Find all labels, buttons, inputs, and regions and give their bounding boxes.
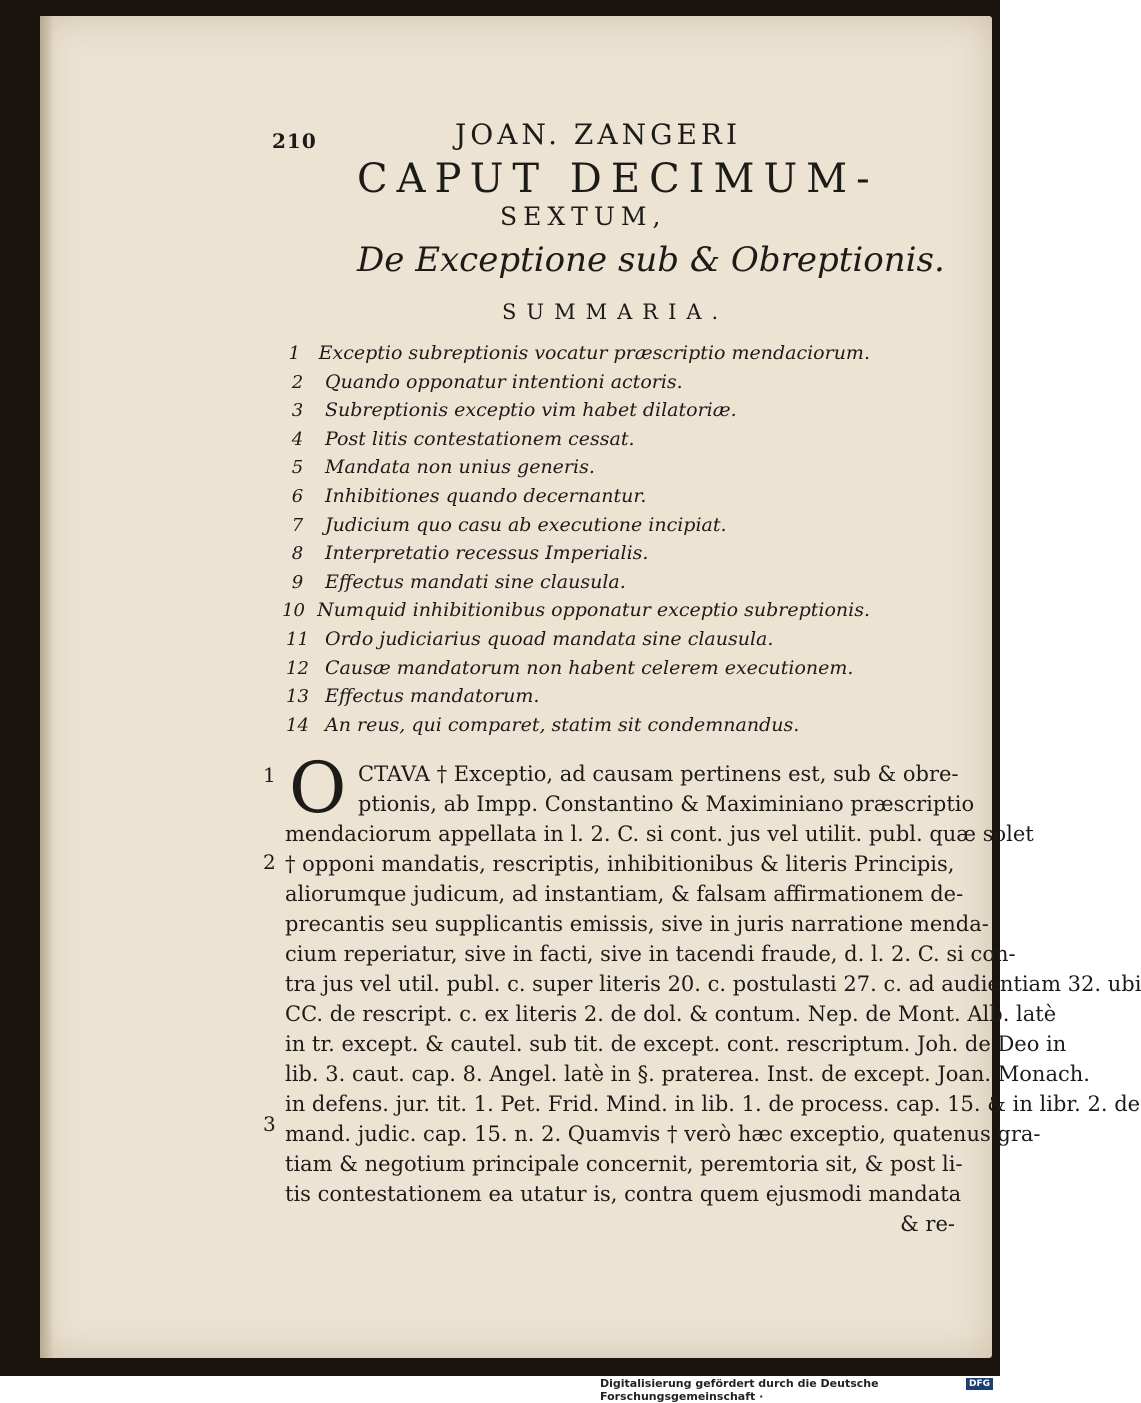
body-line: lib. 3. caut. cap. 8. Angel. latè in §. praterea. Inst. de except. Joan. Monach. (285, 1062, 1090, 1086)
item-text: Quando opponatur intentioni actoris. (325, 370, 683, 393)
item-number: 13 (286, 686, 309, 708)
item-text: Subreptionis exceptio vim habet dilatoriæ. (325, 399, 737, 422)
body-line: ptionis, ab Impp. Constantino & Maximiniano præscriptio (358, 792, 975, 816)
item-text: Inhibitiones quando decernantur. (325, 484, 647, 507)
body-line: tiam & negotium principale concernit, peremtoria sit, & post li- (285, 1152, 963, 1176)
summaria-list (270, 342, 870, 742)
item-number: 5 (291, 457, 304, 479)
list-item (270, 542, 870, 571)
item-number: 12 (286, 657, 309, 679)
body-line: in defens. jur. tit. 1. Pet. Frid. Mind. in lib. 1. de process. cap. 15. & in libr. 2. de (285, 1092, 1141, 1116)
item-text: Numquid inhibitionibus opponatur exceptio subreptionis. (317, 599, 870, 622)
margin-number: 3 (263, 1112, 276, 1136)
item-number: 14 (286, 714, 309, 736)
list-item (270, 714, 870, 743)
item-text: Ordo judiciarius quoad mandata sine clausula. (325, 627, 774, 650)
body-line: CC. de rescript. c. ex literis 2. de dol. & contum. Nep. de Mont. Alb. latè (285, 1002, 1057, 1026)
body-line: tis contestationem ea utatur is, contra quem ejusmodi mandata (285, 1182, 962, 1206)
body-paragraph (285, 759, 1141, 1239)
body-line: in tr. except. & cautel. sub tit. de except. cont. rescriptum. Joh. de Deo in (285, 1032, 1067, 1056)
margin-number: 2 (263, 850, 276, 874)
item-number: 7 (291, 514, 304, 536)
body-line: mendaciorum appellata in l. 2. C. si cont. jus vel utilit. publ. quæ solet (285, 822, 1034, 846)
body-line: precantis seu supplicantis emissis, sive in juris narratione menda- (285, 912, 989, 936)
list-item (270, 485, 870, 514)
item-text: Exceptio subreptionis vocatur præscriptio mendaciorum. (318, 342, 870, 364)
list-item (270, 571, 870, 600)
body-line: tra jus vel util. publ. c. super literis 20. c. postulasti 27. c. ad audientiam 32. ubi (285, 972, 1141, 996)
item-text: Effectus mandatorum. (325, 685, 540, 708)
item-number: 10 (282, 600, 305, 622)
list-item (270, 599, 870, 628)
list-item (270, 456, 870, 485)
body-line: mand. judic. cap. 15. n. 2. Quamvis † verò hæc exceptio, quatenus gra- (285, 1122, 1041, 1146)
chapter-subject: De Exceptione sub & Obreptionis. (357, 240, 945, 280)
page-gutter (40, 16, 54, 1358)
item-number: 4 (291, 428, 304, 450)
list-item (270, 428, 870, 457)
item-text: An reus, qui comparet, statim sit condemnandus. (325, 713, 800, 736)
body-line: cium reperiatur, sive in facti, sive in tacendi fraude, d. l. 2. C. si con- (285, 942, 1016, 966)
item-text: Mandata non unius generis. (325, 456, 595, 479)
margin-number: 1 (263, 763, 276, 787)
drop-cap: O (289, 747, 347, 829)
body-line: CTAVA † Exceptio, ad causam pertinens est, sub & obre- (358, 762, 959, 786)
digitization-credit: Digitalisierung gefördert durch die Deutsche Forschungsgemeinschaft · (600, 1377, 879, 1403)
item-number: 9 (291, 571, 304, 593)
page-number: 210 (272, 129, 317, 153)
list-item (270, 514, 870, 543)
running-head: JOAN. ZANGERI (455, 118, 742, 151)
list-item (270, 657, 870, 686)
summaria-heading: SUMMARIA. (502, 300, 729, 324)
item-text: Effectus mandati sine clausula. (325, 570, 626, 593)
chapter-title-continuation: SEXTUM, (500, 202, 667, 231)
item-text: Causæ mandatorum non habent celerem executionem. (325, 656, 854, 679)
item-text: Judicium quo casu ab executione incipiat. (325, 513, 727, 536)
list-item (270, 342, 870, 371)
body-line: † opponi mandatis, rescriptis, inhibitionibus & literis Principis, (285, 852, 955, 876)
catchword: & re- (900, 1212, 955, 1236)
item-number: 2 (291, 371, 304, 393)
item-number: 8 (291, 543, 304, 565)
list-item (270, 685, 870, 714)
chapter-title: CAPUT DECIMUM- (357, 156, 879, 202)
dfg-logo: DFG (966, 1378, 993, 1390)
item-number: 3 (291, 400, 304, 422)
list-item (270, 371, 870, 400)
item-text: Post litis contestationem cessat. (325, 427, 635, 450)
list-item (270, 399, 870, 428)
item-number: 6 (291, 485, 304, 507)
item-text: Interpretatio recessus Imperialis. (325, 542, 649, 565)
item-number: 11 (286, 628, 309, 650)
item-number: 1 (288, 343, 301, 364)
list-item (270, 628, 870, 657)
body-line: aliorumque judicum, ad instantiam, & falsam affirmationem de- (285, 882, 964, 906)
